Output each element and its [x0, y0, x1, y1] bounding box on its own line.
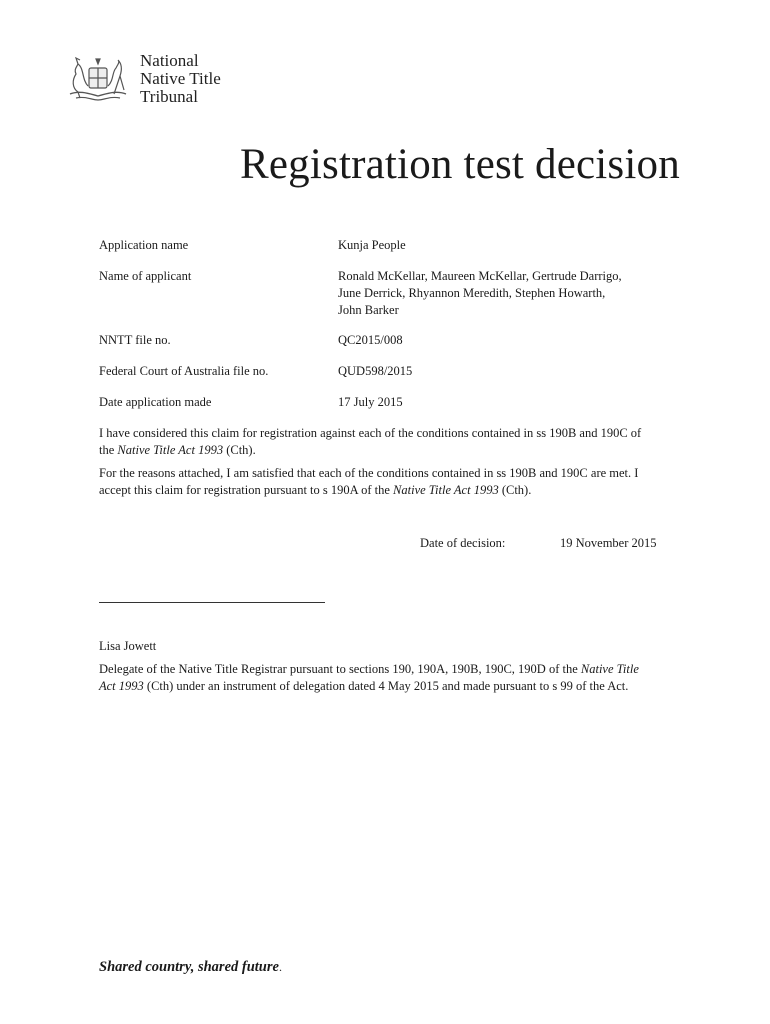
page-title: Registration test decision: [240, 141, 680, 188]
reasons-paragraph: [99, 465, 719, 499]
text: Delegate of the Native Title Registrar pursuant to sections 190, 190A, 190B, 190C, 190D of the: [99, 662, 581, 676]
act-name: Native Title Act 1993: [393, 483, 499, 497]
field-value-nntt-file: QC2015/008: [338, 333, 403, 347]
applicant-line: June Derrick, Rhyannon Meredith, Stephen Howarth,: [338, 286, 606, 300]
applicant-line: Ronald McKellar, Maureen McKellar, Gertrude Darrigo,: [338, 269, 622, 283]
nntt-logo: [62, 50, 262, 110]
text: (Cth) under an instrument of delegation dated 4 May 2015 and made pursuant to s 99 of the Act.: [143, 679, 629, 693]
field-value-federal-court-file: QUD598/2015: [338, 364, 413, 378]
text: (Cth).: [223, 443, 256, 457]
para-line: [99, 482, 719, 499]
delegation-paragraph: [99, 661, 719, 695]
field-label-date-made: Date application made: [99, 395, 212, 409]
logo-wordmark: [140, 52, 221, 106]
para-line: [99, 661, 719, 678]
applicant-line: John Barker: [338, 303, 399, 317]
consideration-paragraph: [99, 425, 719, 459]
delegate-name: Lisa Jowett: [99, 639, 157, 653]
signature-line: [99, 602, 325, 603]
field-value-applicant: [338, 268, 622, 319]
para-line: For the reasons attached, I am satisfied that each of the conditions contained in ss 190B and 190C are met. I: [99, 466, 639, 480]
field-label-nntt-file: NNTT file no.: [99, 333, 171, 347]
decision-date-label: Date of decision:: [420, 536, 506, 550]
field-label-applicant: Name of applicant: [99, 269, 192, 283]
para-line: I have considered this claim for registration against each of the conditions contained in ss 190B and 190C of: [99, 426, 642, 440]
field-value-application-name: Kunja People: [338, 238, 406, 252]
para-line: [99, 678, 719, 695]
act-name: Act 1993: [99, 679, 144, 693]
logo-line-2: Native Title: [140, 69, 221, 88]
act-name: Native Title Act 1993: [117, 443, 224, 457]
slogan-text: Shared country, shared future: [99, 959, 279, 975]
coat-of-arms-icon: [62, 50, 134, 110]
para-line: [99, 442, 719, 459]
decision-date-value: 19 November 2015: [560, 536, 657, 550]
slogan-end: .: [278, 960, 282, 974]
text: accept this claim for registration pursuant to s 190A of the: [99, 483, 394, 497]
logo-line-1: National: [140, 51, 199, 70]
text: the: [99, 443, 118, 457]
text: (Cth).: [498, 483, 532, 497]
logo-line-3: Tribunal: [140, 87, 198, 106]
field-value-date-made: 17 July 2015: [338, 395, 403, 409]
field-label-application-name: Application name: [99, 238, 189, 252]
act-name: Native Title: [580, 662, 639, 676]
footer-slogan: [99, 959, 282, 976]
field-label-federal-court-file: Federal Court of Australia file no.: [99, 364, 269, 378]
